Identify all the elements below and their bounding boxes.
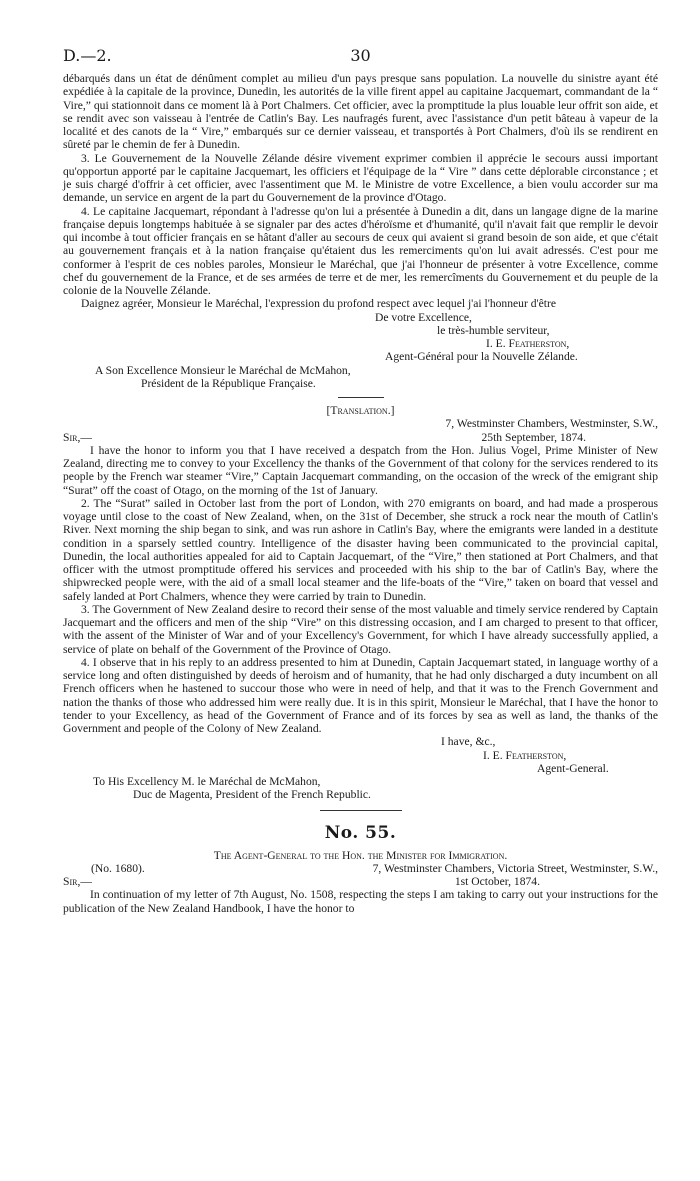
letter-55-salutation: Sir,—: [63, 875, 92, 888]
french-addressee-line-2: Président de la République Française.: [141, 376, 316, 390]
french-paragraph-1: débarqués dans un état de dénûment complet au milieu d'un pays presque sans population. La nouvelle du sinistre ayant été expédiée à la capitale de la province, Dunedin, les autorités de la ville firent appel au capitaine Jacquemart, commandant de la “ Vire,” qui stationnoit dans ce moment là à Port Chalmers. Cet officier, avec la promptitude la plus louable leur offrit son aide, et se rendit avec son vaisseau à l'entrée de Catlin's Bay. Les naufragés furent, avec l'assistance d'un petit bâteau à vapeur de la localité et des canots de la “ Vire,” embarqués sur ce dernier vaisseau, et transportés à Port Chalmers, d'où ils se rendirent en sûreté par le chemin de fer à Dunedin.: [63, 72, 658, 152]
french-signature-name: I. E. Featherston,: [486, 337, 570, 350]
french-addressee-line-1: A Son Excellence Monsieur le Maréchal de McMahon,: [95, 363, 351, 377]
translation-paragraph-2: 2. The “Surat” sailed in October last from the port of London, with 270 emigrants on board, and had made a prosperous voyage until close to the coast of New Zealand, when, on the 31st of December, she struck a rock near the mouth of Catlin's River. Next morning the ship began to sink, and was run ashore in Catlin's Bay, where the emigrants were landed in a destitute condition in a sparsely settled country. Intelligence of the disaster having been communicated to the provincial capital, Dunedin, the local authorities appealed for aid to Captain Jacquemart, of the “Vire,” then stationed at Port Chalmers, and that officer with the utmost promptitude offered his services and proceeded with his ship to the bar of Catlin's Bay, where the shipwrecked people were, with the aid of a small local steamer and the life-boats of the “Vire,” taken on board that vessel and safely landed at Port Chalmers, whence they were carried by train to Dunedin.: [63, 496, 658, 603]
french-closing-paragraph: Daignez agréer, Monsieur le Maréchal, l'expression du profond respect avec lequel j'ai l'honneur d'être: [81, 297, 556, 311]
translation-label: [Translation.]: [326, 404, 395, 417]
translation-paragraph-4: 4. I observe that in his reply to an address presented to him at Dunedin, Captain Jacquemart stated, in language worthy of a service long and often distinguished by deeds of heroism and of humanity, that he had only discharged a duty incumbent on all French officers when he hastened to succour those who were in need of help, and that it was to the French Government and nation the thanks of those who addressed him were really due. It is in this spirit, Monsieur le Maréchal, that I have the honor to tender to your Excellency, as head of the Government of France and of its forces by sea as well as land, the thanks of the Government and people of the Colony of New Zealand.: [63, 655, 658, 735]
translation-signature-name: I. E. Featherston,: [483, 748, 567, 762]
document-page: [63, 46, 658, 915]
section-divider: [338, 397, 384, 398]
letter-55-heading: The Agent-General to the Hon. the Minister for Immigration.: [213, 848, 508, 862]
english-translation: [63, 404, 658, 802]
translation-salutation: Sir,—: [63, 430, 92, 444]
translation-paragraph-3: 3. The Government of New Zealand desire to record their sense of the most valuable and timely service rendered by Captain Jacquemart and the officers and men of the ship “Vire” on this distressing occasion, and I am charged to present to that officer, with the assent of the Minister of War and of your Excellency's Government, for which I have already successfully applied, a service of plate on behalf of the Government of the Province of Otago.: [63, 602, 659, 656]
translation-addressee-line-2: Duc de Magenta, President of the French Republic.: [133, 788, 371, 802]
letter-number-heading: No. 55.: [324, 822, 397, 843]
letter-55-salutation-row: [63, 875, 658, 888]
letter-55-reference: (No. 1680).: [91, 861, 145, 875]
translation-addressee-line-1: To His Excellency M. le Maréchal de McMahon,: [93, 775, 321, 788]
translation-paragraph-1: I have the honor to inform you that I have received a despatch from the Hon. Julius Vogel, Prime Minister of New Zealand, directing me to convey to your Excellency the thanks of the Government of that colony for the services rendered to its people by the French war steamer “Vire,” Captain Jacquemart commanding, on the occasion of the wreck of the emigrant ship “Surat” off the coast of Otago, on the morning of the 1st of January.: [63, 443, 658, 497]
letter-55-address: 7, Westminster Chambers, Victoria Street, Westminster, S.W.,: [372, 861, 658, 875]
french-paragraph-3: 3. Le Gouvernement de la Nouvelle Zélande désire vivement exprimer combien il apprécie le secours aussi important qu'opportun apporté par le capitaine Jacquemart, les officiers et l'équipage de la “ Vire ” dans cette déplorable circonstance ; et je suis chargé d'offrir à cet officier, avec l'assentiment que M. le Ministre de votre Excellence, a bien voulu accorder sur ma demande, un service en argent de la part du Gouvernement de la province d'Otago.: [63, 151, 658, 205]
letter-55-paragraph-1: In continuation of my letter of 7th August, No. 1508, respecting the steps I am taking to carry out your instructions for the publication of the New Zealand Handbook, I have the honor to: [63, 888, 658, 915]
translation-salutation-row: [63, 431, 658, 444]
french-signature-line-1: De votre Excellence,: [375, 310, 472, 324]
french-signature-line-2: le très-humble serviteur,: [437, 323, 550, 337]
translation-address: 7, Westminster Chambers, Westminster, S.W.,: [445, 417, 658, 431]
letter-55-address-row: [63, 862, 658, 875]
french-signature-title: Agent-Général pour la Nouvelle Zélande.: [385, 350, 578, 364]
letter-55-date: 1st October, 1874.: [454, 875, 540, 888]
letter-55: [63, 849, 658, 915]
page-header: [63, 46, 658, 72]
document-reference: D.—2.: [63, 46, 112, 65]
french-letter: [63, 72, 658, 390]
translation-date: 25th September, 1874.: [481, 430, 586, 444]
french-paragraph-4: 4. Le capitaine Jacquemart, répondant à l'adresse qu'on lui a présentée à Dunedin a dit, dans un langage digne de la marine française depuis longtemps habituée à se signaler par des actes d'héroïsme et d'humanité, qu'il n'avait fait que remplir le devoir qui incombe à tout officier français en se hâtant d'aller au secours de ceux qui avaient si grand besoin de son aide, et que c'était au gouvernement français et à la nation française qu'étaient dus les remerciments qu'on lui avait adressés. C'est pour me conformer à l'esprit de ces nobles paroles, Monsieur le Maréchal, que j'ai l'honneur de présenter à votre Excellence, comme chef du gouvernement de la France, et de ses armées de terre et de mer, les remercîments du Gouvernement et du peuple de la colonie de la Nouvelle Zélande.: [63, 204, 658, 297]
translation-signature-title: Agent-General.: [537, 761, 609, 775]
letter-divider: [320, 810, 402, 811]
translation-closing: I have, &c.,: [441, 735, 496, 749]
page-number: 30: [350, 46, 371, 65]
